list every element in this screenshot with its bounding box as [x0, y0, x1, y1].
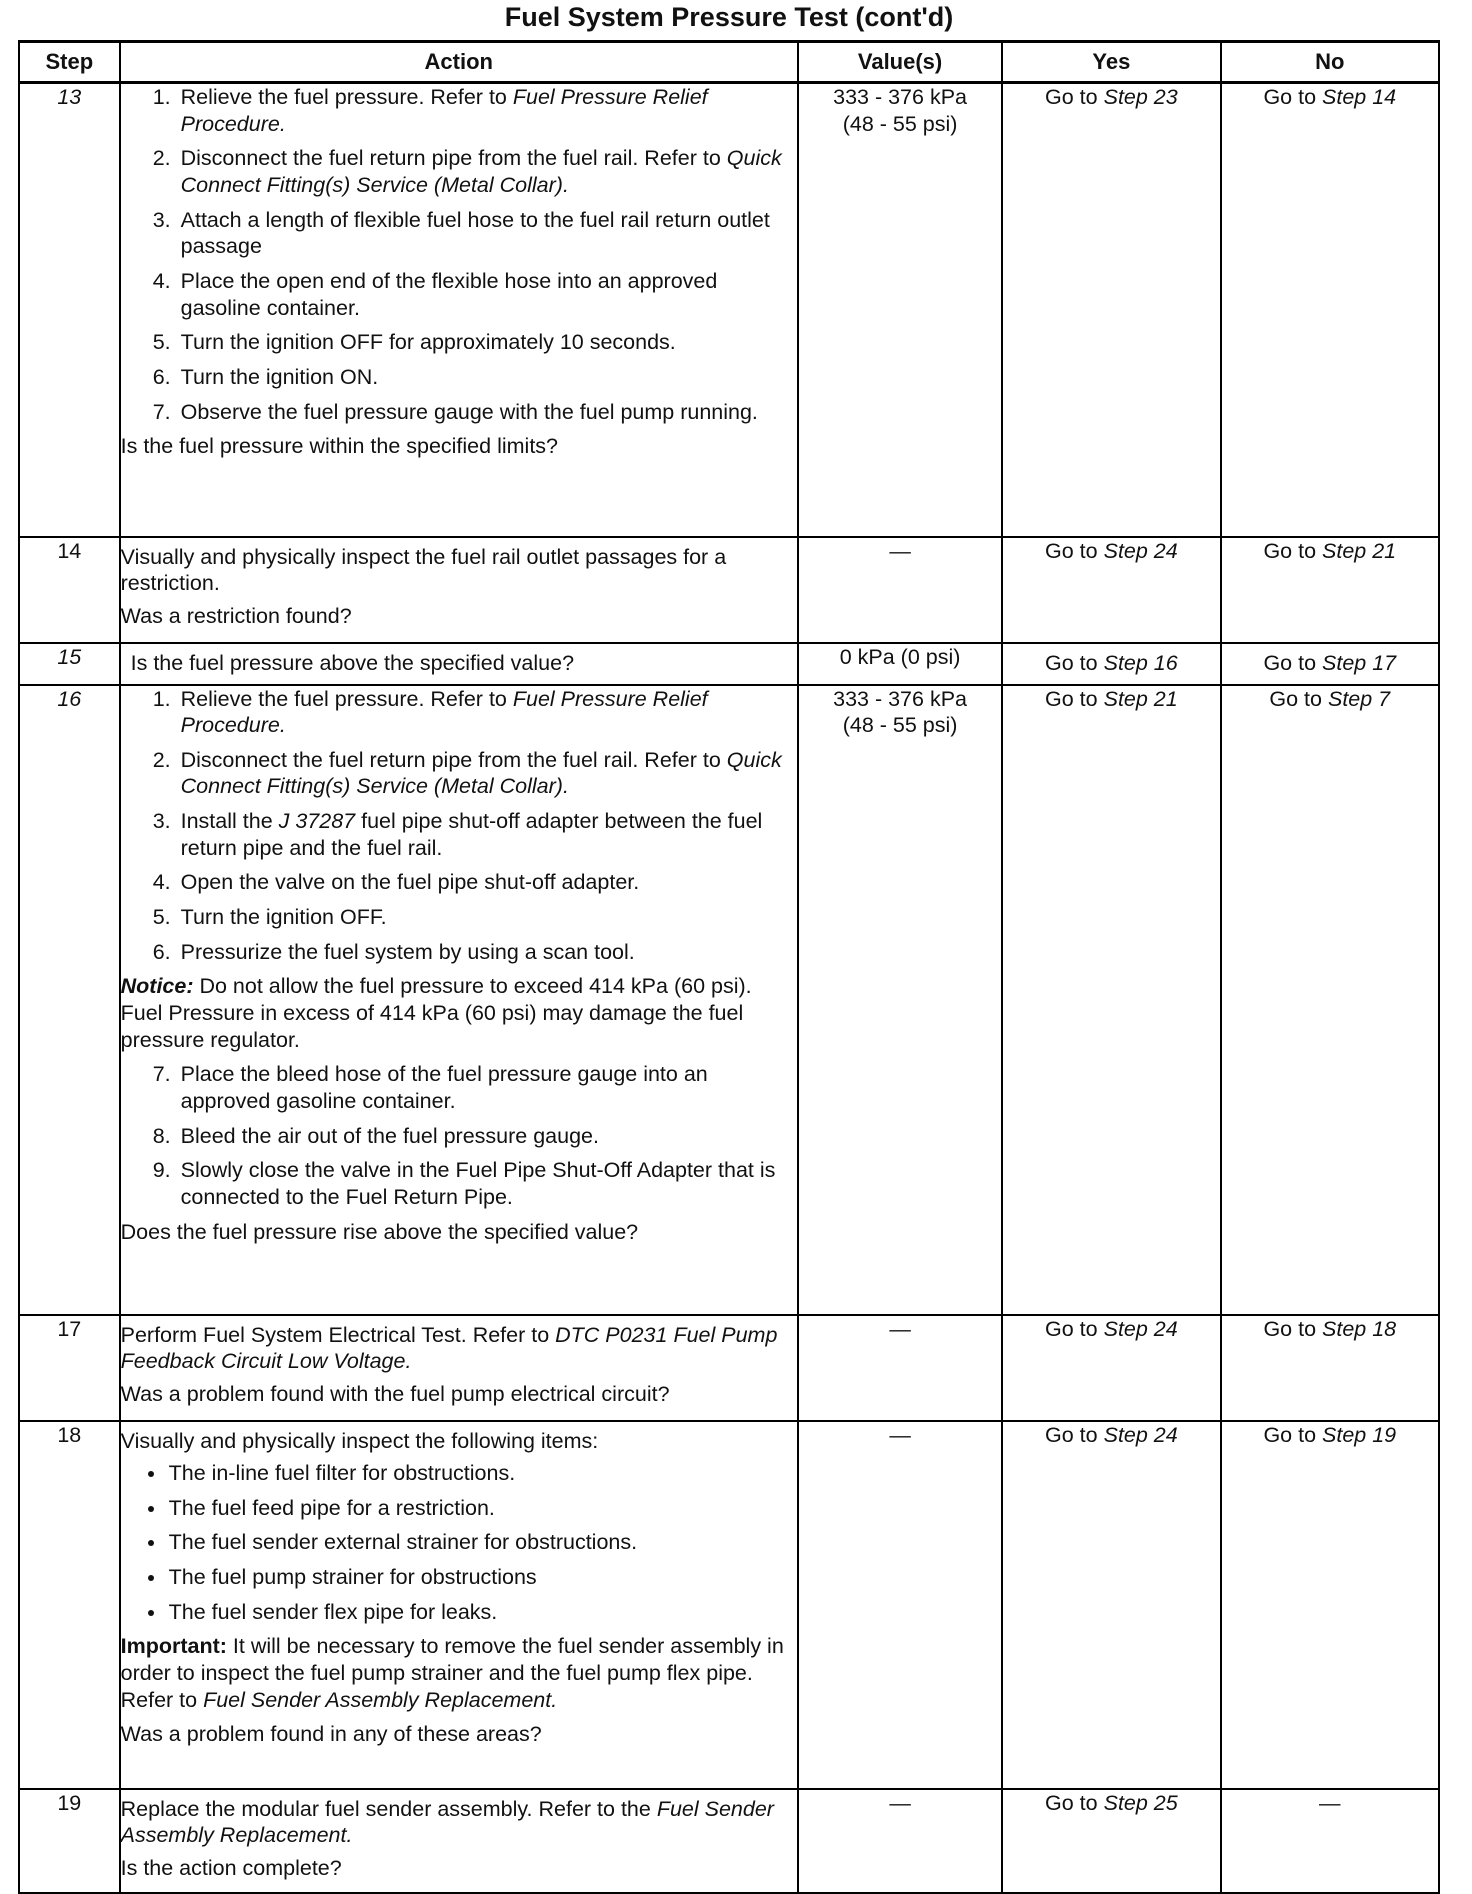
- value-cell: —: [798, 1315, 1002, 1421]
- action-cell: [120, 1421, 798, 1789]
- table-row-step-17: [19, 1315, 1439, 1421]
- table-row-step-13: [19, 83, 1439, 537]
- question: Was a problem found with the fuel pump electrical circuit?: [120, 1381, 670, 1406]
- table-row-step-16: [19, 685, 1439, 1315]
- step-number: 17: [19, 1315, 120, 1421]
- action-cell: [120, 1789, 798, 1893]
- list-item: 7. Place the bleed hose of the fuel pressure gauge into an approved gasoline container.: [177, 1061, 797, 1114]
- question: Was a restriction found?: [120, 603, 352, 628]
- no-cell: Go to Step 7: [1221, 685, 1439, 1315]
- yes-cell: Go to Step 16: [1002, 643, 1220, 685]
- inspection-list: [121, 1460, 797, 1625]
- value-cell: [798, 685, 1002, 1315]
- list-item: 2. Disconnect the fuel return pipe from the fuel rail. Refer to Quick Connect Fitting(s) Service (Metal Collar).: [177, 145, 797, 198]
- no-cell: Go to Step 18: [1221, 1315, 1439, 1421]
- action-intro: Visually and physically inspect the following items:: [120, 1428, 599, 1453]
- reference-link: DTC P0231 Fuel Pump Feedback Circuit Low Voltage.: [120, 1322, 778, 1374]
- step-number: 18: [19, 1421, 120, 1789]
- list-item: 9. Slowly close the valve in the Fuel Pipe Shut-Off Adapter that is connected to the Fuel Return Pipe.: [177, 1157, 797, 1210]
- value-kpa: 333 - 376 kPa: [833, 85, 967, 109]
- no-cell: Go to Step 19: [1221, 1421, 1439, 1789]
- list-item: 7. Observe the fuel pressure gauge with the fuel pump running.: [177, 399, 797, 426]
- yes-step-link: Step 24: [1103, 538, 1178, 563]
- list-item: • The fuel pump strainer for obstructions: [167, 1564, 797, 1591]
- table-row-step-19: [19, 1789, 1439, 1893]
- procedure-table: [18, 40, 1440, 1894]
- step-number: 19: [19, 1789, 120, 1893]
- action-text: Replace the modular fuel sender assembly. Refer to the Fuel Sender Assembly Replacement.: [120, 1796, 774, 1848]
- no-step-link: Step 14: [1322, 85, 1397, 109]
- step-number: 14: [19, 537, 120, 643]
- value-cell: [798, 83, 1002, 537]
- value-psi: (48 - 55 psi): [842, 713, 958, 738]
- list-item: 3. Install the J 37287 fuel pipe shut-off adapter between the fuel return pipe and the fuel rail.: [177, 808, 797, 861]
- yes-step-link: Step 21: [1103, 686, 1178, 711]
- yes-step-link: Step 24: [1103, 1316, 1178, 1341]
- notice-label: Notice:: [120, 974, 194, 999]
- question: Is the action complete?: [120, 1855, 342, 1880]
- list-item: • The in-line fuel filter for obstructions.: [167, 1460, 797, 1487]
- page-title: Fuel System Pressure Test (cont'd): [504, 2, 954, 32]
- question: Is the fuel pressure above the specified value?: [130, 651, 575, 676]
- header-step: Step: [19, 42, 120, 83]
- no-cell: —: [1221, 1789, 1439, 1893]
- reference-link: Fuel Pressure Relief Procedure.: [180, 686, 708, 738]
- action-text: Visually and physically inspect the fuel rail outlet passages for a restriction.: [120, 544, 727, 596]
- list-item: 6. Pressurize the fuel system by using a scan tool.: [177, 939, 797, 966]
- yes-cell: Go to Step 24: [1002, 1421, 1220, 1789]
- no-step-link: Step 21: [1322, 538, 1397, 563]
- yes-cell: Go to Step 24: [1002, 537, 1220, 643]
- action-cell: [120, 643, 798, 685]
- list-item: • The fuel sender flex pipe for leaks.: [167, 1599, 797, 1626]
- no-cell: Go to Step 21: [1221, 537, 1439, 643]
- yes-cell: Go to Step 25: [1002, 1789, 1220, 1893]
- question: Is the fuel pressure within the specified limits?: [120, 434, 558, 459]
- value-cell: —: [798, 1789, 1002, 1893]
- header-no: No: [1221, 42, 1439, 83]
- no-step-link: Step 7: [1327, 686, 1391, 711]
- no-step-link: Step 17: [1322, 651, 1397, 676]
- procedure-steps: [121, 686, 797, 966]
- yes-cell: Go to Step 23: [1002, 83, 1220, 537]
- table-row-step-14: [19, 537, 1439, 643]
- header-values: Value(s): [798, 42, 1002, 83]
- no-step-link: Step 19: [1322, 1422, 1397, 1447]
- important-label: Important:: [120, 1634, 227, 1659]
- value-psi: (48 - 55 psi): [842, 111, 958, 136]
- list-item: 4. Open the valve on the fuel pipe shut-off adapter.: [177, 869, 797, 896]
- table-row-step-18: [19, 1421, 1439, 1789]
- reference-link: Fuel Sender Assembly Replacement.: [120, 1796, 774, 1848]
- list-item: 3. Attach a length of flexible fuel hose to the fuel rail return outlet passage: [177, 207, 797, 260]
- value-cell: —: [798, 1421, 1002, 1789]
- no-cell: Go to Step 14: [1221, 83, 1439, 537]
- value-cell: 0 kPa (0 psi): [798, 643, 1002, 685]
- action-cell: [120, 83, 798, 537]
- list-item: 2. Disconnect the fuel return pipe from the fuel rail. Refer to Quick Connect Fitting(s) Service (Metal Collar).: [177, 747, 797, 800]
- step-number: 16: [19, 685, 120, 1315]
- list-item: 5. Turn the ignition OFF.: [177, 904, 797, 931]
- procedure-steps: [121, 84, 797, 425]
- header-row: [19, 42, 1439, 83]
- list-item: • The fuel sender external strainer for obstructions.: [167, 1529, 797, 1556]
- value-kpa: 333 - 376 kPa: [833, 686, 967, 711]
- list-item: 8. Bleed the air out of the fuel pressure gauge.: [177, 1123, 797, 1150]
- list-item: 4. Place the open end of the flexible hose into an approved gasoline container.: [177, 268, 797, 321]
- table-row-step-15: [19, 643, 1439, 685]
- action-text: Perform Fuel System Electrical Test. Refer to DTC P0231 Fuel Pump Feedback Circuit Low Voltage.: [120, 1322, 778, 1374]
- yes-step-link: Step 23: [1103, 85, 1178, 109]
- action-cell: [120, 685, 798, 1315]
- list-item: • The fuel feed pipe for a restriction.: [167, 1495, 797, 1522]
- step-number: 13: [19, 83, 120, 537]
- tool-number: J 37287: [278, 809, 356, 834]
- question: Was a problem found in any of these areas?: [120, 1722, 542, 1747]
- question: Does the fuel pressure rise above the specified value?: [120, 1219, 639, 1244]
- no-cell: Go to Step 17: [1221, 643, 1439, 685]
- yes-step-link: Step 16: [1103, 651, 1178, 676]
- action-cell: [120, 537, 798, 643]
- list-item: 1. Relieve the fuel pressure. Refer to Fuel Pressure Relief Procedure.: [177, 686, 797, 739]
- no-step-link: Step 18: [1322, 1316, 1397, 1341]
- list-item: 6. Turn the ignition ON.: [177, 364, 797, 391]
- value-cell: —: [798, 537, 1002, 643]
- list-item: 1. Relieve the fuel pressure. Refer to Fuel Pressure Relief Procedure.: [177, 84, 797, 137]
- reference-link: Quick Connect Fitting(s) Service (Metal Collar).: [180, 146, 782, 197]
- reference-link: Quick Connect Fitting(s) Service (Metal Collar).: [180, 747, 782, 799]
- reference-link: Fuel Sender Assembly Replacement.: [203, 1687, 558, 1712]
- step-number: 15: [19, 643, 120, 685]
- yes-step-link: Step 25: [1103, 1790, 1178, 1815]
- procedure-steps-continued: [121, 1061, 797, 1210]
- yes-step-link: Step 24: [1103, 1422, 1178, 1447]
- yes-cell: Go to Step 21: [1002, 685, 1220, 1315]
- important-note: Important: It will be necessary to remove the fuel sender assembly in order to inspect the fuel pump strainer and the fuel pump flex pipe. Refer to Fuel Sender Assembly Replacement.: [120, 1634, 784, 1712]
- yes-cell: Go to Step 24: [1002, 1315, 1220, 1421]
- notice: Notice: Do not allow the fuel pressure to exceed 414 kPa (60 psi). Fuel Pressure in excess of 414 kPa (60 psi) may damage the fuel pressure regulator.: [120, 974, 752, 1052]
- action-cell: [120, 1315, 798, 1421]
- header-action: Action: [120, 42, 798, 83]
- header-yes: Yes: [1002, 42, 1220, 83]
- reference-link: Fuel Pressure Relief Procedure.: [180, 85, 708, 136]
- list-item: 5. Turn the ignition OFF for approximately 10 seconds.: [177, 329, 797, 356]
